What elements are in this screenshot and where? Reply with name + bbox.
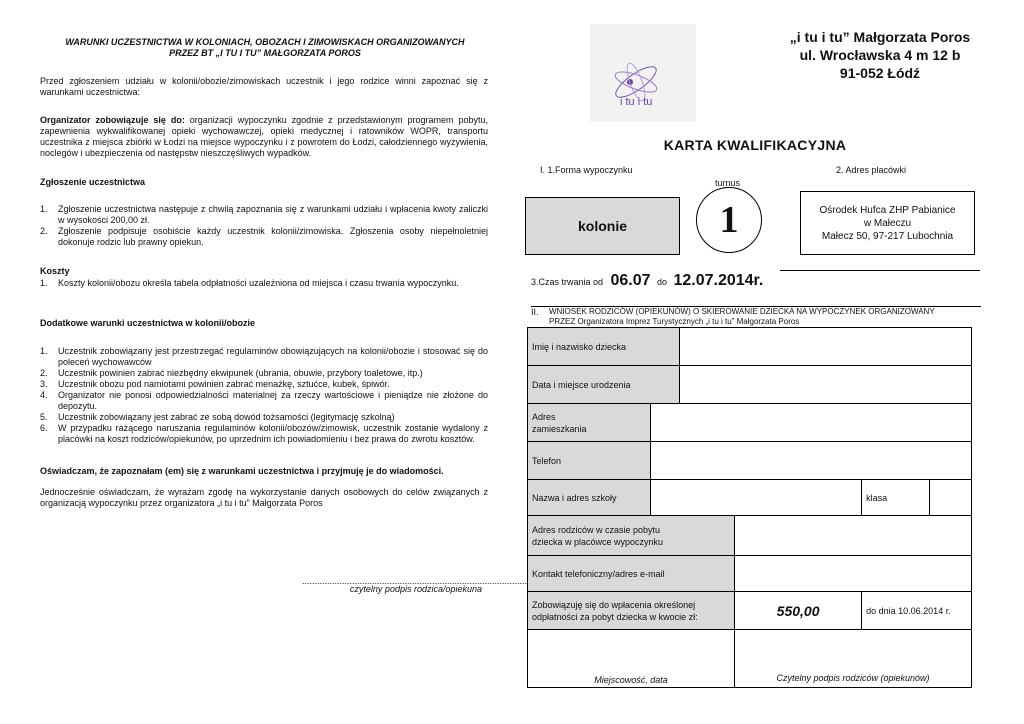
forma-label: I. 1.Forma wypoczynku bbox=[540, 165, 633, 175]
list-item bbox=[40, 346, 488, 368]
class-label: klasa bbox=[862, 480, 930, 516]
placowka-box: Ośrodek Hufca ZHP Pabianice w Małeczu Małecz 50, 97-217 Lubochnia bbox=[800, 191, 975, 255]
class-field[interactable] bbox=[929, 480, 971, 516]
declaration-text: Oświadczam, że zapoznałam (em) się z warunkami uczestnictwa i przyjmuję je do wiadomości. bbox=[40, 466, 444, 476]
section-ii-heading bbox=[531, 307, 981, 327]
signature-line: .......................................................................................... bbox=[302, 576, 528, 586]
parents-address-label: Adres rodziców w czasie pobytu dziecka w placówce wypoczynku bbox=[528, 516, 735, 556]
list-item-text: Uczestnik powinien zabrać niezbędny ekwipunek (ubrania, obuwie, przybory toaletowe, itp.) bbox=[58, 368, 423, 378]
list-item-text: Uczestnik zobowiązany jest zabrać ze sobą dowód tożsamości (legitymację szkolną) bbox=[58, 412, 395, 422]
turnus-circle bbox=[696, 187, 762, 253]
place-date-cell[interactable] bbox=[528, 630, 735, 688]
list-item-text: Uczestnik obozu pod namiotami powinien zabrać menażkę, sztućce, kubek, śpiwór. bbox=[58, 379, 390, 389]
list-item-number: 5. bbox=[40, 412, 48, 422]
list-item-text: Zgłoszenie uczestnictwa następuje z chwilą zapoznania się z warunkami udziału i wpłacenia kwoty zaliczki w wysokości 200,00 zł. bbox=[58, 204, 488, 225]
czas-trwania bbox=[531, 272, 763, 290]
organizer-label: Organizator zobowiązuje się do: bbox=[40, 115, 185, 125]
koszty-heading: Koszty bbox=[40, 266, 70, 276]
zgloszenie-heading: Zgłoszenie uczestnictwa bbox=[40, 177, 146, 187]
list-item-number: 2. bbox=[40, 368, 48, 378]
organizer-obligations bbox=[40, 115, 488, 159]
turnus-label: turnus bbox=[715, 178, 741, 188]
list-item-number: 1. bbox=[40, 278, 48, 288]
application-form-table bbox=[527, 327, 972, 688]
phone-field[interactable] bbox=[650, 442, 971, 480]
home-address-field[interactable] bbox=[650, 404, 971, 442]
home-address-label: Adres zamieszkania bbox=[528, 404, 651, 442]
payment-commitment-label: Zobowiązuję się do wpłacenia określonej odpłatności za pobyt dziecka w kwocie zł: bbox=[528, 592, 735, 630]
phone-label: Telefon bbox=[528, 442, 651, 480]
list-item-number: 4. bbox=[40, 390, 48, 400]
list-item-number: 2. bbox=[40, 226, 48, 236]
organizer-text: organizacji wypoczynku zgodnie z przedstawionym programem pobytu, zapewnienia wykwalifikowanej opieki wychowawczej, opieki medycznej i ratowników WOPR, transportu uczestnika z miejsca zbiórki w Łodzi na miejsce wypoczynku i z powrotem do Łodzi, całodziennego wyżywienia, noclegów i ubezpieczenia od następstw nieszczęśliwych wypadków. bbox=[40, 115, 489, 158]
list-item-text: W przypadku rażącego naruszania regulaminów kolonii/obozów/zimowisk, uczestnik zostanie wydalony z placówki na koszt rodziców/opiekunów, po uprzednim ich powiadomieniu i bez prawa do zwrotu kosztów. bbox=[58, 423, 488, 444]
payment-deadline: do dnia 10.06.2014 r. bbox=[862, 592, 972, 630]
parents-address-field[interactable] bbox=[735, 516, 972, 556]
list-item-number: 3. bbox=[40, 379, 48, 389]
forma-value-box bbox=[525, 197, 680, 255]
list-item bbox=[40, 390, 488, 412]
school-field[interactable] bbox=[650, 480, 861, 516]
list-item-text: Uczestnik zobowiązany jest przestrzegać regulaminów obowiązujących na kolonii/obozie i stosować się do poleceń wychowawców bbox=[58, 346, 488, 367]
payment-amount: 550,00 bbox=[735, 592, 862, 630]
czas-from: 06.07 bbox=[610, 272, 651, 289]
list-item bbox=[40, 204, 488, 226]
list-item bbox=[40, 412, 488, 423]
dodatkowe-heading: Dodatkowe warunki uczestnictwa w kolonii/obozie bbox=[40, 318, 256, 328]
dodatkowe-list bbox=[40, 346, 488, 445]
list-item bbox=[40, 368, 488, 379]
list-item-number: 1. bbox=[40, 204, 48, 214]
list-item bbox=[40, 423, 488, 445]
czas-label: 3.Czas trwania od bbox=[531, 277, 604, 287]
intro-text: Przed zgłoszeniem udziału w kolonii/obozie/zimowiskach uczestnik i jego rodzice winni zapoznać się z warunkami uczestnictwa: bbox=[40, 76, 488, 97]
birth-date-label: Data i miejsce urodzenia bbox=[528, 366, 680, 404]
conditions-column bbox=[40, 0, 528, 724]
list-item bbox=[40, 379, 488, 390]
place-date-label: Miejscowość, data bbox=[594, 675, 668, 685]
adres-placowki-label: 2. Adres placówki bbox=[836, 165, 907, 175]
forma-value: kolonie bbox=[577, 218, 627, 234]
zgloszenie-list bbox=[40, 204, 488, 248]
karta-title: KARTA KWALIFIKACYJNA bbox=[663, 137, 847, 153]
list-item-text: Koszty kolonii/obozu określa tabela odpłatności uzależniona od miejsca i czasu trwania wypoczynku. bbox=[58, 278, 459, 288]
czas-to: 12.07.2014r. bbox=[673, 272, 764, 289]
section-ii-heading-line2: PRZEZ Organizatora Imprez Turystycznych „i tu i tu” Małgorzata Poros bbox=[549, 317, 800, 326]
child-name-label: Imię i nazwisko dziecka bbox=[528, 328, 680, 366]
birth-date-field[interactable] bbox=[679, 366, 971, 404]
contact-field[interactable] bbox=[735, 556, 972, 592]
parents-signature-cell[interactable] bbox=[735, 630, 972, 688]
conditions-title: WARUNKI UCZESTNICTWA W KOLONIACH, OBOZACH I ZIMOWISKACH ORGANIZOWANYCH PRZEZ BT „I TU I TU” MAŁGORZATA POROS bbox=[65, 37, 465, 58]
list-item-text: Zgłoszenie podpisuje osobiście każdy uczestnik kolonii/zimowiska. Zgłoszenia osoby niepełnoletniej dokonuje rodzic lub prawny opiekun. bbox=[58, 226, 488, 247]
list-item-number: 6. bbox=[40, 423, 48, 433]
koszty-list bbox=[40, 278, 488, 289]
consent-text: Jednocześnie oświadczam, że wyrażam zgodę na wykorzystanie danych osobowych do celów związanych z organizacją wypoczynku przez organizatora „i tu i tu” Małgorzata Poros bbox=[40, 487, 488, 508]
section-ii-heading-line1: WNIOSEK RODZICÓW (OPIEKUNÓW) O SKIEROWANIE DZIECKA NA WYPOCZYNEK ORGANIZOWANY bbox=[549, 307, 935, 316]
list-item-number: 1. bbox=[40, 346, 48, 356]
list-item-text: Organizator nie ponosi odpowiedzialności materialnej za rzeczy wartościowe i pieniądze nie złożone do depozytu. bbox=[58, 390, 488, 411]
czas-do: do bbox=[657, 277, 668, 287]
child-name-field[interactable] bbox=[679, 328, 971, 366]
list-item bbox=[40, 278, 488, 289]
turnus-value: 1 bbox=[719, 199, 739, 241]
logo-text: i tu i tu bbox=[620, 96, 653, 108]
company-logo bbox=[590, 24, 696, 122]
school-label: Nazwa i adres szkoły bbox=[528, 480, 651, 516]
section-ii-roman: II. bbox=[531, 307, 539, 317]
contact-label: Kontakt telefoniczny/adres e-mail bbox=[528, 556, 735, 592]
parent-signature-label: czytelny podpis rodzica/opiekuna bbox=[349, 584, 482, 594]
list-item bbox=[40, 226, 488, 248]
parents-signature-label: Czytelny podpis rodziców (opiekunów) bbox=[776, 673, 930, 683]
divider-line bbox=[780, 270, 980, 271]
organizer-address: „i tu i tu” Małgorzata Poros ul. Wrocławska 4 m 12 b 91-052 Łódź bbox=[789, 29, 971, 81]
